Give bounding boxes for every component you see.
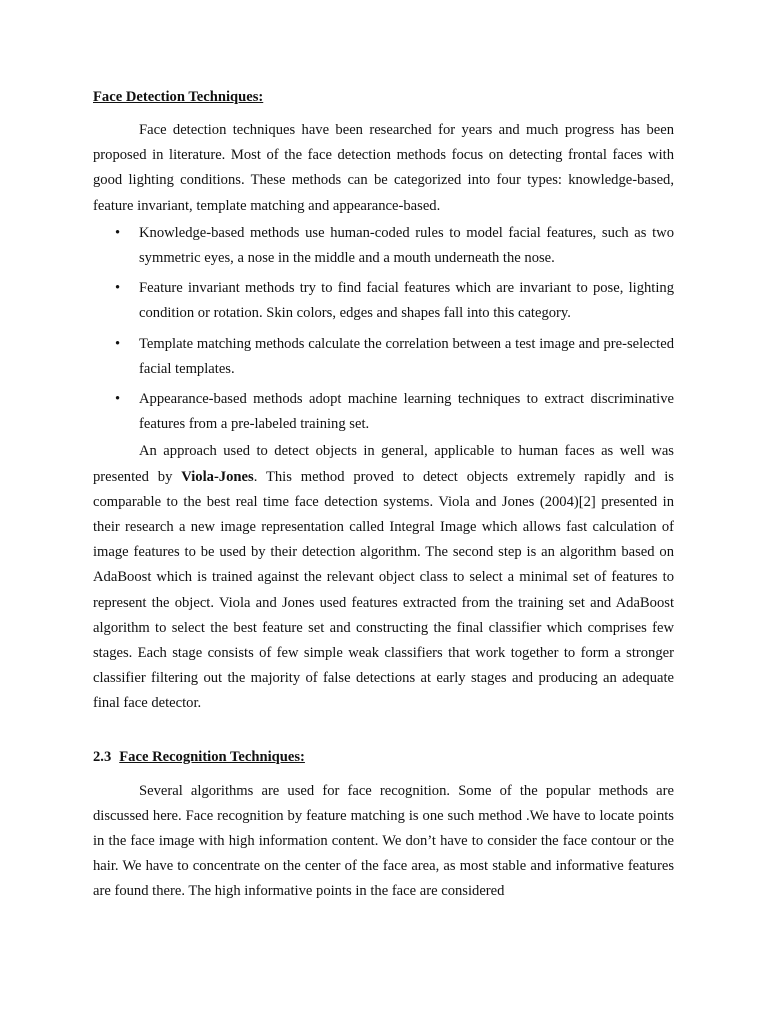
detection-methods-list xyxy=(93,221,674,438)
face-recognition-paragraph: Several algorithms are used for face recognition. Some of the popular methods are discussed here. Face recognition by feature matching is one such method .We have to locate points in the face image with high information content. We don’t have to consider the face contour or the hair. We have to concentrate on the center of the face area, as most stable and informative features are found there. The high informative points in the face are considered xyxy=(93,782,674,900)
section-number: 2.3 xyxy=(93,748,112,765)
list-item-text: Knowledge-based methods use human-coded rules to model facial features, such as two symmetric eyes, a nose in the middle and a mouth underneath the nose. xyxy=(139,224,674,267)
viola-jones-name: Viola-Jones xyxy=(181,468,254,485)
list-item-text: Appearance-based methods adopt machine learning techniques to extract discriminative features from a pre-labeled training set. xyxy=(139,391,674,433)
list-item xyxy=(93,387,674,437)
viola-jones-paragraph xyxy=(93,439,674,716)
viola-jones-text-start: An approach used to detect objects in general, applicable to human faces as well was presented by xyxy=(93,443,674,485)
bullet-icon: • xyxy=(115,391,121,408)
intro-paragraph: Face detection techniques have been researched for years and much progress has been proposed in literature. Most of the face detection methods focus on detecting frontal faces with good lighting conditions. These methods can be categorized into four types: knowledge-based, feature invariant, template matching and appearance-based. xyxy=(93,122,674,214)
document-page xyxy=(93,86,674,905)
bullet-icon: • xyxy=(115,280,121,297)
list-item xyxy=(93,221,674,271)
list-item-text: Template matching methods calculate the correlation between a test image and pre-selected facial templates. xyxy=(139,335,674,377)
bullet-icon: • xyxy=(115,224,121,241)
section-heading-face-recognition xyxy=(93,746,674,768)
list-item-text: Feature invariant methods try to find facial features which are invariant to pose, lighting condition or rotation. Skin colors, edges and shapes fall into this category. xyxy=(139,280,674,322)
viola-jones-text-end: . This method proved to detect objects extremely rapidly and is comparable to the best real time face detection systems. Viola and Jones (2004)[2] presented in their research a new image representation called Integral Image which allows fast calculation of image features to be used by their detection algorithm. The second step is an algorithm based on AdaBoost which is trained against the relevant object class to select a minimal set of features to represent the object. Viola and Jones used features extracted from the training set and AdaBoost algorithm to select the best feature set and constructing the final classifier which comprises few stages. Each stage consists of few simple weak classifiers that work together to form a stronger classifier filtering out the majority of false detections at early stages and producing an adequate final face detector. xyxy=(93,468,674,712)
section-title: Face Recognition Techniques: xyxy=(119,748,305,765)
list-item xyxy=(93,332,674,382)
bullet-icon: • xyxy=(115,335,121,352)
section-heading-face-detection: Face Detection Techniques: xyxy=(93,89,264,105)
list-item xyxy=(93,276,674,326)
